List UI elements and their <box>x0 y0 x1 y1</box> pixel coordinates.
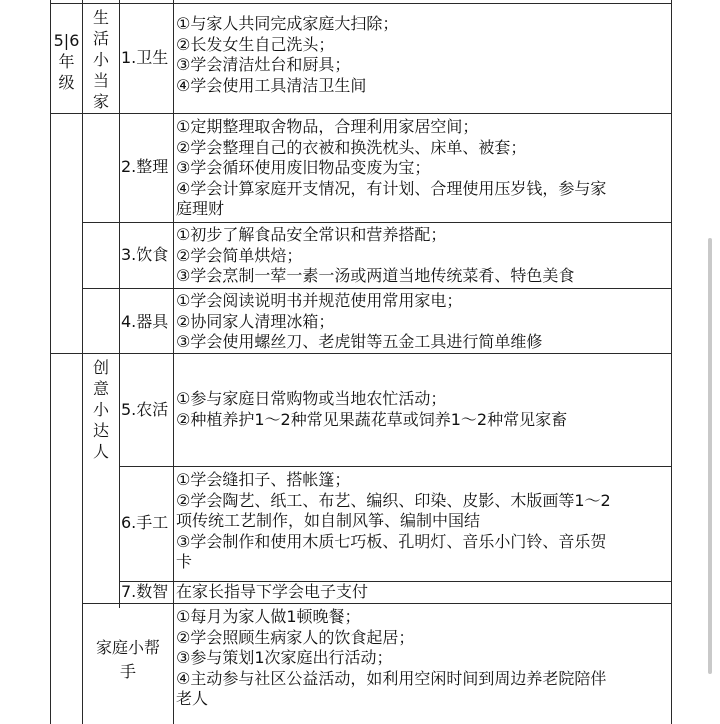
list-item: ①学会缝扣子、搭帐篷； <box>176 470 351 489</box>
table-row-divider <box>50 113 672 114</box>
table-border-right <box>671 0 672 724</box>
list-item: 在家长指导下学会电子支付 <box>176 582 369 601</box>
row-content-farm <box>176 389 567 430</box>
row-content-helper <box>176 607 606 710</box>
category-life: 生 活 小 当 家 <box>92 8 109 111</box>
table-row-divider <box>50 3 672 4</box>
table-row-divider <box>119 466 672 467</box>
list-item: ②长发女生自己洗头； <box>176 34 335 54</box>
list-item: ①每月为家人做1顿晚餐； <box>176 607 361 626</box>
row-label-craft: 6.手工 <box>121 513 169 532</box>
vertical-scrollbar[interactable] <box>708 238 712 674</box>
list-item: ③学会清洁灶台和厨具； <box>176 55 351 74</box>
list-item: ②学会整理自己的衣被和换洗枕头、床单、被套； <box>176 137 527 157</box>
list-item: ①与家人共同完成家庭大扫除； <box>176 14 399 33</box>
list-item: ①学会阅读说明书并规范使用常用家电； <box>176 291 463 310</box>
row-label-appliance: 4.器具 <box>121 312 169 331</box>
category-creative: 创 意 小 达 人 <box>92 358 109 461</box>
list-item: ①参与家庭日常购物或当地农忙活动； <box>176 389 447 408</box>
list-item: ④学会使用工具清洁卫生间 <box>176 75 367 95</box>
table-row-divider <box>82 222 672 223</box>
row-content-appliance <box>176 291 542 353</box>
category-helper: 家庭小帮 手 <box>95 638 160 681</box>
row-label-hygiene: 1.卫生 <box>121 48 169 67</box>
list-item: ②学会陶艺、纸工、布艺、编织、印染、皮影、木版画等1～2 <box>176 490 611 510</box>
row-label-digital: 7.数智 <box>121 582 169 601</box>
table-row-divider <box>82 603 672 604</box>
row-content-hygiene <box>176 14 398 96</box>
list-item: ④学会计算家庭开支情况，有计划、合理使用压岁钱，参与家 <box>176 178 607 198</box>
list-item: ①定期整理取舍物品，合理利用家居空间； <box>176 117 479 136</box>
row-content-digital <box>176 582 368 603</box>
list-item: ②学会简单烘焙； <box>176 245 303 265</box>
row-label-farm: 5.农活 <box>121 400 169 419</box>
list-item: 项传统工艺制作，如自制风筝、编制中国结 <box>176 511 481 530</box>
list-item: ②学会照顾生病家人的饮食起居； <box>176 627 415 647</box>
list-item: ②种植养护1～2种常见果蔬花草或饲养1～2种常见家畜 <box>176 409 568 429</box>
list-item: ③学会使用螺丝刀、老虎钳等五金工具进行简单维修 <box>176 332 543 351</box>
row-content-diet <box>176 225 574 287</box>
list-item: 老人 <box>176 689 209 708</box>
list-item: ④主动参与社区公益活动，如利用空闲时间到周边养老院陪伴 <box>176 668 607 688</box>
list-item: 卡 <box>176 552 193 571</box>
table-row-divider <box>50 353 672 354</box>
table-col-divider <box>119 0 120 608</box>
list-item: ③学会制作和使用木质七巧板、孔明灯、音乐小门铃、音乐贺 <box>176 531 607 551</box>
table-border-left <box>50 0 51 724</box>
table-row-divider <box>82 288 672 289</box>
row-label-organize: 2.整理 <box>121 157 169 176</box>
grade-label: 5|6 年 级 <box>53 31 80 92</box>
row-label-diet: 3.饮食 <box>121 245 169 264</box>
row-content-craft <box>176 470 611 573</box>
table-col-divider <box>173 0 174 724</box>
list-item: 庭理财 <box>176 199 225 218</box>
list-item: ③学会循环使用废旧物品变废为宝； <box>176 158 431 177</box>
list-item: ③参与策划1次家庭出行活动； <box>176 648 393 667</box>
list-item: ①初步了解食品安全常识和营养搭配； <box>176 225 447 244</box>
list-item: ②协同家人清理冰箱； <box>176 311 335 331</box>
list-item: ③学会烹制一荤一素一汤或两道当地传统菜肴、特色美食 <box>176 266 575 285</box>
row-content-organize <box>176 117 606 220</box>
